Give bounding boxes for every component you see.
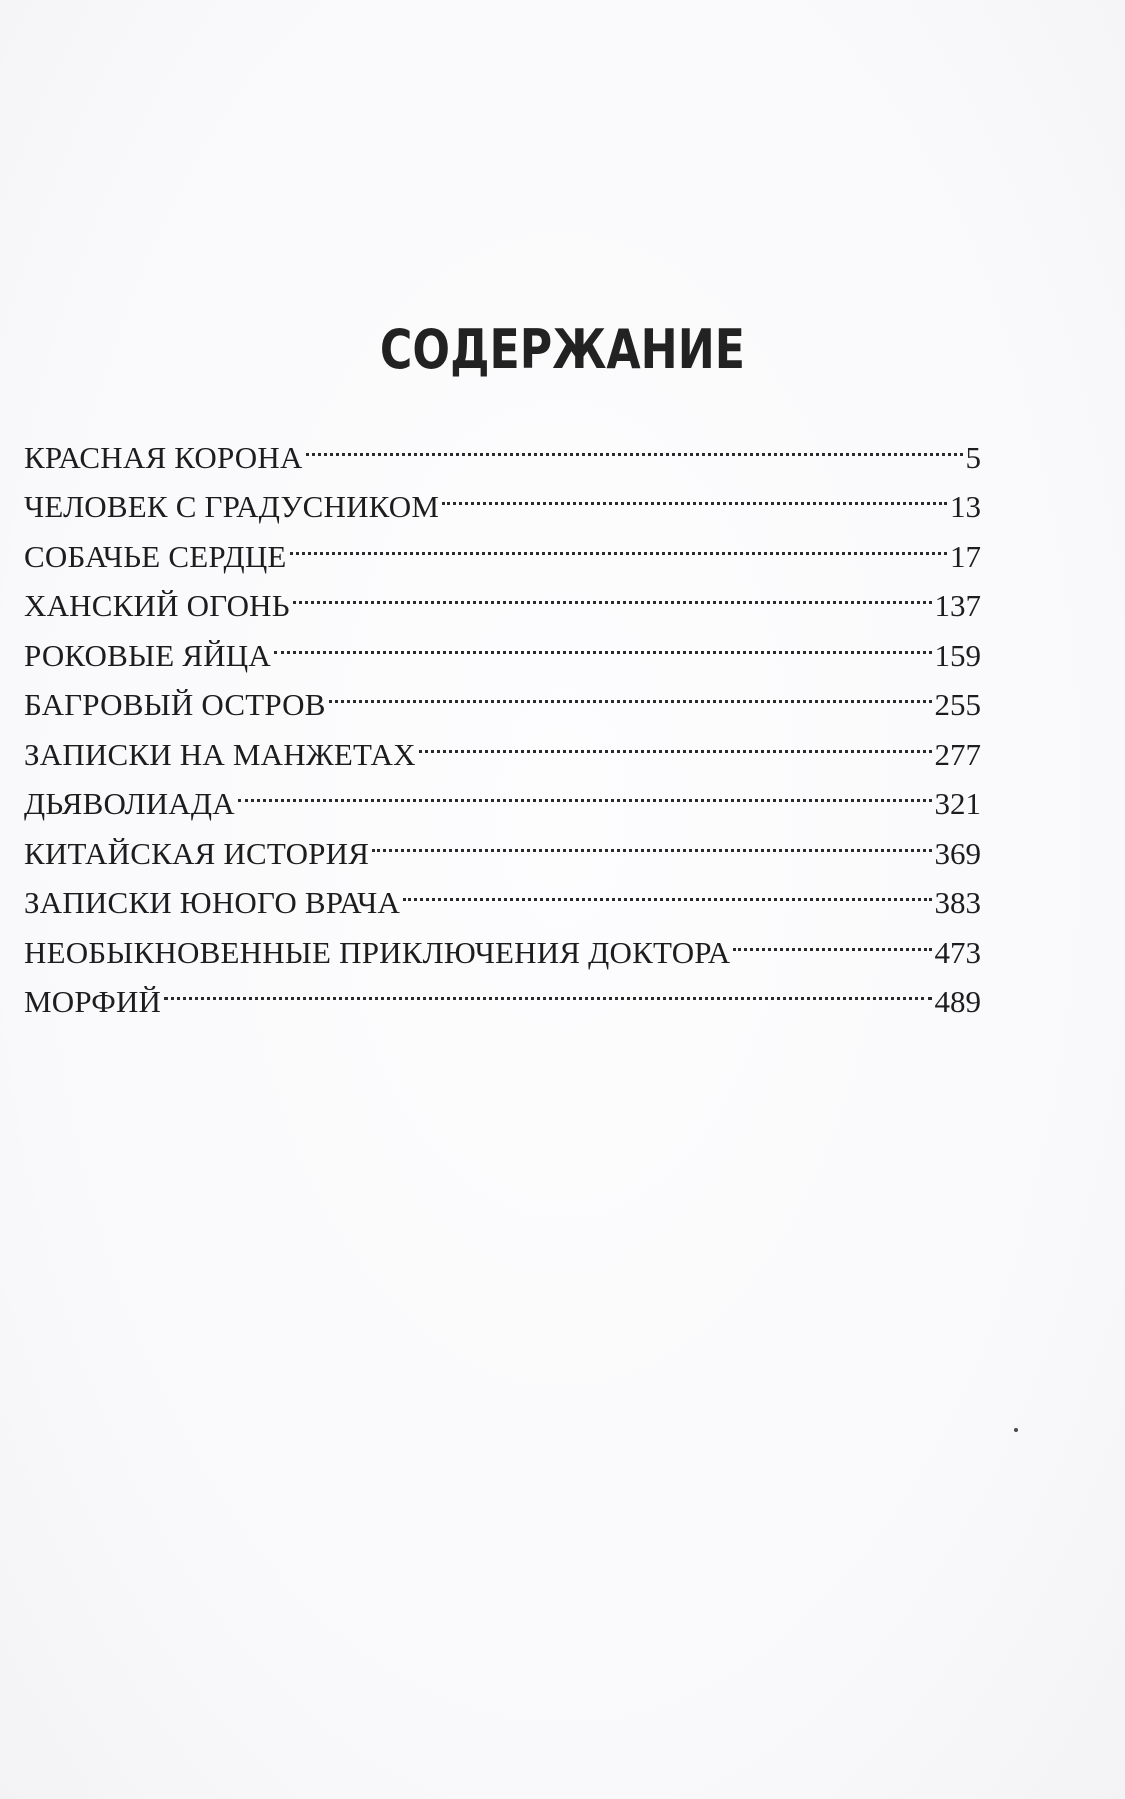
entry-page-number: 13 <box>950 489 981 524</box>
entry-title: ЗАПИСКИ ЮНОГО ВРАЧА <box>24 885 401 920</box>
entry-page-number: 277 <box>934 736 981 772</box>
entry-title: МОРФИЙ <box>24 984 162 1019</box>
dot-leader <box>306 418 963 468</box>
entry-page-number: 17 <box>950 538 981 574</box>
entry-page-number: 5 <box>965 439 981 475</box>
dot-leader <box>290 517 947 567</box>
entry-page-number: 159 <box>934 637 981 673</box>
entry-title: СОБАЧЬЕ СЕРДЦЕ <box>24 538 287 574</box>
dot-leader <box>419 715 932 765</box>
entry-title: ХАНСКИЙ ОГОНЬ <box>24 588 290 623</box>
dot-leader <box>274 616 932 666</box>
dot-leader <box>372 814 931 864</box>
entry-title: КИТАЙСКАЯ ИСТОРИЯ <box>24 835 370 871</box>
entry-title: ЗАПИСКИ НА МАНЖЕТАХ <box>24 736 416 772</box>
entry-page-number: 369 <box>934 835 981 871</box>
dot-leader <box>238 765 932 815</box>
dot-leader <box>293 567 932 617</box>
entry-title: ЧЕЛОВЕК С ГРАДУСНИКОМ <box>24 489 440 524</box>
entry-title: БАГРОВЫЙ ОСТРОВ <box>24 687 326 722</box>
table-of-contents <box>24 418 981 1019</box>
entry-title: НЕОБЫКНОВЕННЫЕ ПРИКЛЮЧЕНИЯ ДОКТОРА <box>24 934 731 970</box>
paper-speck <box>1014 1428 1018 1432</box>
entry-title: РОКОВЫЕ ЯЙЦА <box>24 637 271 673</box>
entry-title: ДЬЯВОЛИАДА <box>24 786 235 821</box>
entry-page-number: 489 <box>934 984 981 1019</box>
entry-page-number: 383 <box>934 885 981 920</box>
toc-heading: СОДЕРЖАНИЕ <box>379 318 746 381</box>
entry-title: КРАСНАЯ КОРОНА <box>24 439 303 475</box>
entry-page-number: 321 <box>934 786 981 821</box>
dot-leader <box>442 468 947 518</box>
entry-page-number: 255 <box>934 687 981 722</box>
toc-entry-krasnaya-korona <box>24 418 981 475</box>
entry-page-number: 473 <box>934 934 981 970</box>
dot-leader <box>329 666 932 716</box>
entry-page-number: 137 <box>934 588 981 623</box>
dot-leader <box>164 963 931 1013</box>
dot-leader <box>403 864 931 914</box>
toc-entry-morfiy <box>24 963 981 1019</box>
dot-leader <box>733 913 931 963</box>
